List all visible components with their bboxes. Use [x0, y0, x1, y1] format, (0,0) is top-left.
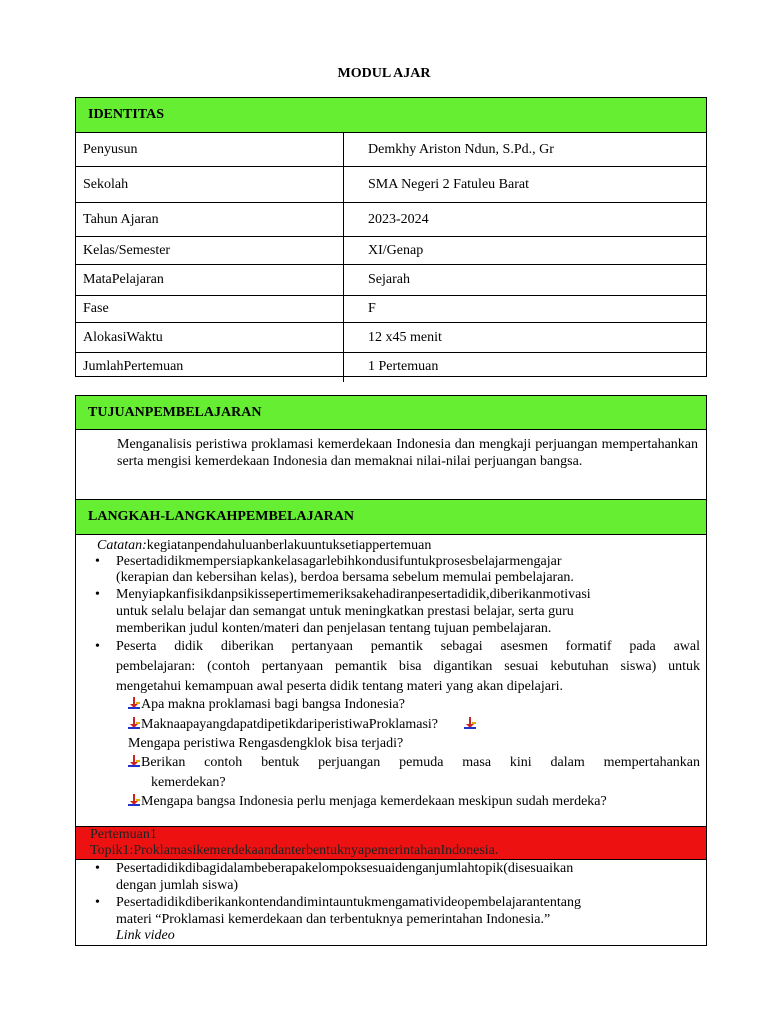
question-3: Mengapa peristiwa Rengasdengklok bisa terjadi? — [128, 736, 404, 751]
pertemuan-topik: Topik1:ProklamasikemerdekaandanterbentuknyapemerintahanIndonesia. — [90, 843, 499, 858]
identitas-value: 12 x45 menit — [344, 323, 707, 353]
identitas-table — [75, 97, 707, 377]
pertemuan-banner — [76, 826, 706, 860]
question-4-text: Berikan contoh bentuk perjuangan pemuda masa kini dalam mempertahankan — [141, 755, 700, 770]
catatan-note — [97, 538, 431, 554]
page-title: MODUL AJAR — [337, 66, 431, 81]
langkah-bullet-2-line-3: memberikan judul konten/materi dan penjelasan tentang tujuan pembelajaran. — [116, 621, 552, 636]
identitas-row — [76, 203, 706, 237]
identitas-label: Penyusun — [76, 133, 344, 167]
kegiatan-bullet-1-line-1: Pesertadidikdibagidalambeberapakelompoksesuaidenganjumlahtopik(disesuaikan — [116, 861, 574, 876]
pertemuan-title: Pertemuan1 — [90, 827, 157, 842]
langkah-bullet-1-line-1: Pesertadidikmempersiapkankelasagarlebihkondusifuntukprosesbelajarmengajar — [116, 554, 562, 569]
arrow-bullet-icon — [128, 794, 140, 806]
question-5 — [128, 794, 607, 810]
langkah-bullet-3-line-2: pembelajaran: (contoh pertanyaan pemantik bisa digantikan sesuai kebutuhan siswa) untuk — [116, 659, 700, 674]
identitas-row — [76, 323, 706, 353]
identitas-label: Kelas/Semester — [76, 237, 344, 265]
identitas-row — [76, 167, 706, 203]
identitas-label: AlokasiWaktu — [76, 323, 344, 353]
question-1-text: Apa makna proklamasi bagi bangsa Indonesia? — [141, 697, 405, 712]
kegiatan-bullet-2-line-2: materi “Proklamasi kemerdekaan dan terbentuknya pemerintahan Indonesia.” — [116, 912, 551, 927]
bullet-icon: • — [95, 554, 100, 569]
bullet-icon: • — [95, 895, 100, 910]
link-video[interactable]: Link video — [116, 928, 175, 943]
identitas-row — [76, 353, 706, 382]
langkah-header: LANGKAH-LANGKAHPEMBELAJARAN — [76, 500, 706, 535]
catatan-label: Catatan: — [97, 538, 147, 553]
question-2 — [128, 717, 477, 733]
identitas-value: SMA Negeri 2 Fatuleu Barat — [344, 167, 707, 203]
arrow-bullet-icon — [464, 717, 476, 729]
question-5-text: Mengapa bangsa Indonesia perlu menjaga kemerdekaan meskipun sudah merdeka? — [141, 794, 607, 809]
identitas-rows — [76, 132, 706, 382]
bullet-icon: • — [95, 639, 100, 654]
identitas-row — [76, 265, 706, 296]
identitas-value: F — [344, 296, 707, 323]
identitas-value: Demkhy Ariston Ndun, S.Pd., Gr — [344, 133, 707, 167]
question-4 — [128, 755, 700, 771]
identitas-value: Sejarah — [344, 265, 707, 296]
tujuan-header: TUJUANPEMBELAJARAN — [76, 396, 706, 430]
tujuan-text: Menganalisis peristiwa proklamasi kemerdekaan Indonesia dan mengkaji perjuangan mempertahankan serta mengisi kemerdekaan Indonesia dan memaknai nilai-nilai perjuangan bangsa. — [117, 437, 698, 469]
arrow-bullet-icon — [128, 697, 140, 709]
identitas-row — [76, 237, 706, 265]
langkah-bullet-1-line-2: (kerapian dan kebersihan kelas), berdoa bersama sebelum memulai pembelajaran. — [116, 570, 574, 585]
langkah-body — [76, 535, 706, 945]
identitas-label: Sekolah — [76, 167, 344, 203]
bullet-icon: • — [95, 861, 100, 876]
identitas-label: Fase — [76, 296, 344, 323]
identitas-label: Tahun Ajaran — [76, 203, 344, 237]
tujuan-section — [75, 395, 707, 500]
question-1 — [128, 697, 405, 713]
identitas-value: 2023-2024 — [344, 203, 707, 237]
identitas-row — [76, 133, 706, 167]
langkah-section — [75, 499, 707, 946]
identitas-value: 1 Pertemuan — [344, 353, 707, 382]
arrow-bullet-icon — [128, 717, 140, 729]
identitas-label: MataPelajaran — [76, 265, 344, 296]
identitas-label: JumlahPertemuan — [76, 353, 344, 382]
langkah-bullet-2-line-1: Menyiapkanfisikdanpsikissepertimemeriksakehadiranpesertadidik,diberikanmotivasi — [116, 587, 591, 602]
identitas-header: IDENTITAS — [76, 98, 706, 132]
langkah-bullet-3-line-3: mengetahui kemampuan awal peserta didik tentang materi yang akan dipelajari. — [116, 679, 564, 694]
question-2-text: MaknaapayangdapatdipetikdariperistiwaProklamasi? — [141, 717, 439, 732]
question-4-line-2: kemerdekan? — [151, 775, 226, 790]
kegiatan-bullet-2-line-1: Pesertadidikdiberikankontendandimintauntukmengamativideopembelajarantentang — [116, 895, 581, 910]
langkah-bullet-3-line-1: Peserta didik diberikan pertanyaan pemantik sebagai asesmen formatif pada awal — [116, 639, 700, 654]
catatan-text: kegiatanpendahuluanberlakuuntuksetiappertemuan — [146, 538, 432, 553]
bullet-icon: • — [95, 587, 100, 602]
arrow-bullet-icon — [128, 755, 140, 767]
kegiatan-bullet-1-line-2: dengan jumlah siswa) — [116, 878, 239, 893]
identitas-row — [76, 296, 706, 323]
identitas-value: XI/Genap — [344, 237, 707, 265]
langkah-bullet-2-line-2: untuk selalu belajar dan semangat untuk meningkatkan prestasi belajar, serta guru — [116, 604, 574, 619]
